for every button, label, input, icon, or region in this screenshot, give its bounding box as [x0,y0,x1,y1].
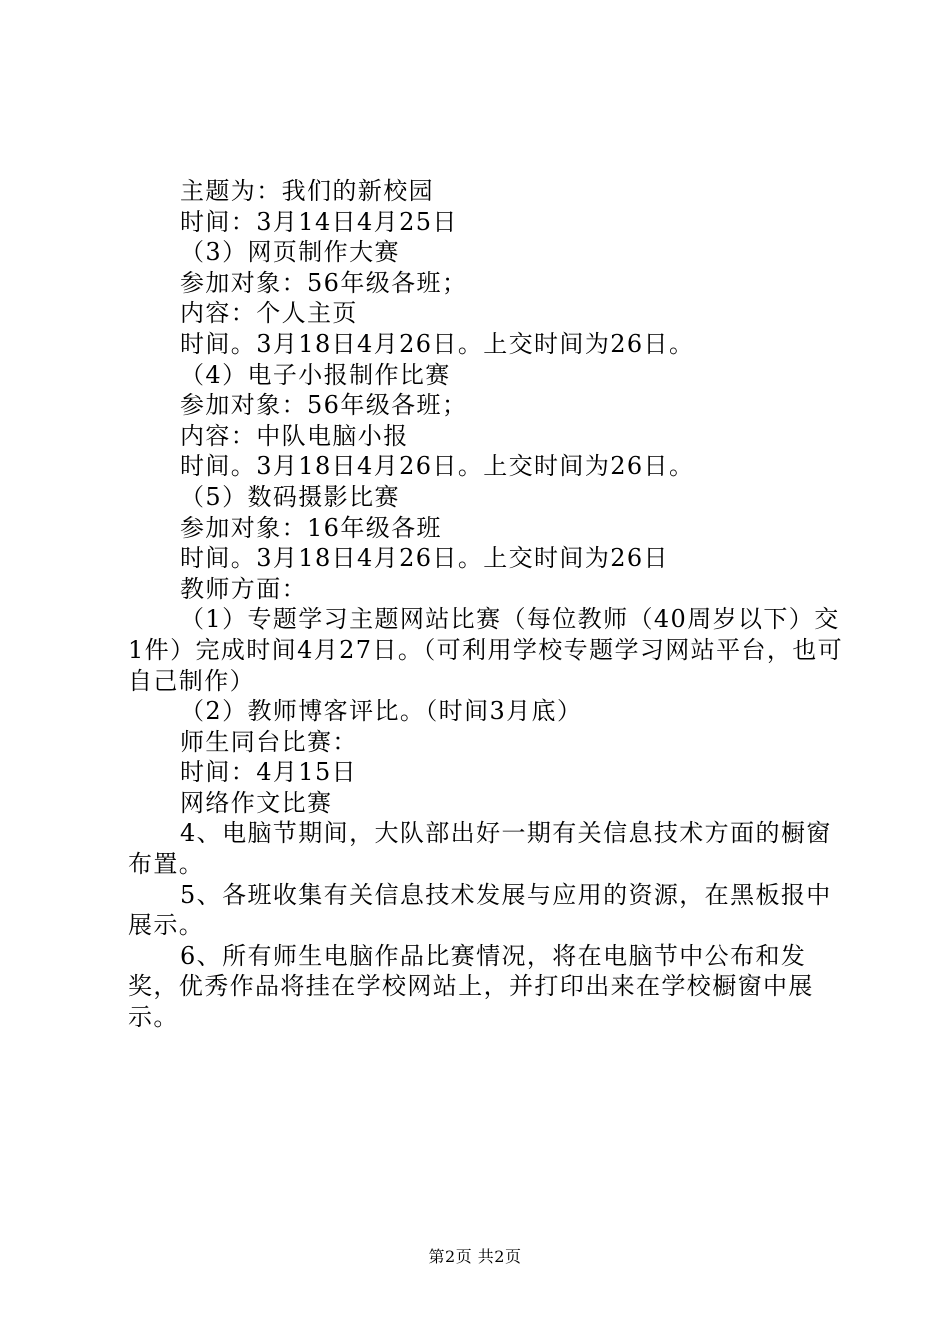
text-line: 时间。3月18日4月26日。上交时间为26日。 [180,452,695,481]
text-line: 参加对象：56年级各班； [180,391,468,420]
text-line: 内容：个人主页 [180,299,358,328]
text-line: 主题为：我们的新校园 [180,177,434,205]
text-line: 教师方面： [180,574,307,603]
text-line: （4）电子小报制作比赛 [180,360,451,389]
text-line: 参加对象：16年级各班 [180,513,442,542]
document-body [128,176,848,1033]
text-line: （2）教师博客评比。（时间3月底） [180,697,583,726]
text-line: 内容：中队电脑小报 [180,421,409,450]
paragraph-item-6: 6、所有师生电脑作品比赛情况，将在电脑节中公布和发奖，优秀作品将挂在学校网站上，并打印出来在学校橱窗中展示。 [128,941,814,1032]
text-line: （5）数码摄影比赛 [180,482,400,511]
paragraph-item-5: 5、各班收集有关信息技术发展与应用的资源，在黑板报中展示。 [128,880,832,940]
text-line: 时间。3月18日4月26日。上交时间为26日。 [180,329,695,358]
text-line: 时间：4月15日 [180,758,358,787]
paragraph-item-4: 4、电脑节期间，大队部出好一期有关信息技术方面的橱窗布置。 [128,819,832,879]
text-line: 网络作文比赛 [180,788,333,817]
text-line: 时间。3月18日4月26日。上交时间为26日 [180,544,669,573]
page-footer: 第2页 共2页 [428,1247,522,1266]
text-line: 时间：3月14日4月25日 [180,207,458,236]
text-line: 师生同台比赛： [180,727,358,756]
paragraph-teacher-website: （1）专题学习主题网站比赛（每位教师（40周岁以下）交1件）完成时间4月27日。（可利用学校专题学习网站平台，也可自己制作） [128,605,844,695]
text-line: （3）网页制作大赛 [180,238,400,267]
text-line: 参加对象：56年级各班； [180,268,468,297]
